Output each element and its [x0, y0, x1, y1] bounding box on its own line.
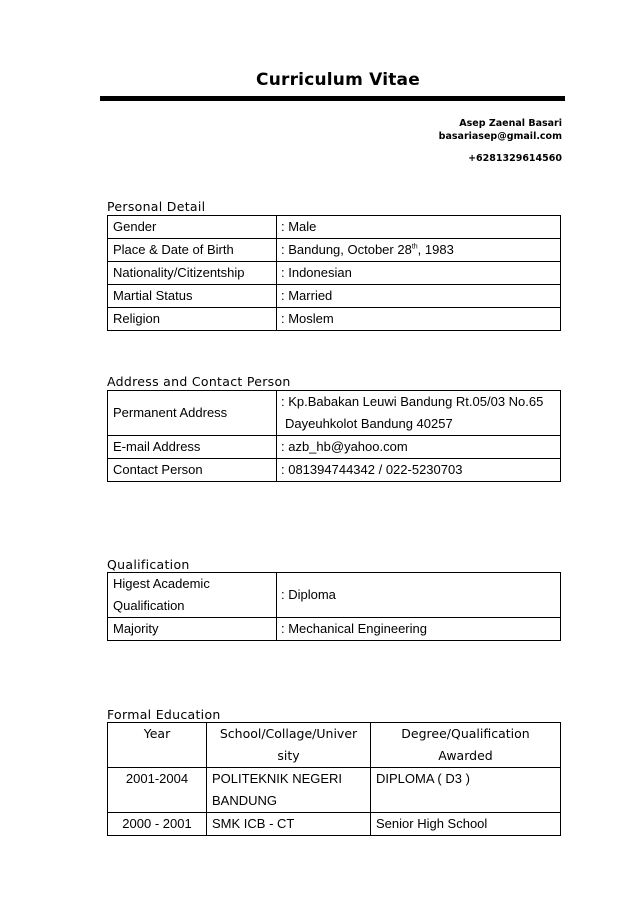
row-value: : Indonesian	[277, 262, 561, 285]
row-label: Gender	[108, 216, 277, 239]
row-label: Martial Status	[108, 285, 277, 308]
row-value	[277, 391, 561, 436]
table-row	[108, 262, 561, 285]
formal-education-table	[107, 722, 561, 836]
table-row	[108, 239, 561, 262]
cell-year: 2000 - 2001	[108, 813, 207, 836]
section-personal-detail: Personal Detail	[107, 199, 206, 214]
applicant-name: Asep Zaenal Basari	[459, 118, 562, 129]
row-label	[108, 573, 277, 618]
table-row	[108, 459, 561, 482]
table-header-row	[108, 723, 561, 768]
row-value: : azb_hb@yahoo.com	[277, 436, 561, 459]
table-row	[108, 768, 561, 813]
table-row	[108, 391, 561, 436]
row-value: : Married	[277, 285, 561, 308]
row-label: Contact Person	[108, 459, 277, 482]
cell-degree: DIPLOMA ( D3 )	[371, 768, 561, 813]
ordinal-suffix: th	[411, 243, 418, 251]
header-degree-line-1: Degree/Qualification	[401, 726, 530, 741]
table-row	[108, 573, 561, 618]
row-value: : Male	[277, 216, 561, 239]
table-row	[108, 436, 561, 459]
row-label: E-mail Address	[108, 436, 277, 459]
school-line-1: POLITEKNIK NEGERI	[212, 771, 343, 786]
school-line-2: BANDUNG	[212, 793, 278, 808]
row-label: Permanent Address	[108, 391, 277, 436]
section-qualification: Qualification	[107, 557, 190, 572]
section-address-contact: Address and Contact Person	[107, 374, 291, 389]
table-row	[108, 285, 561, 308]
title-rule	[100, 96, 565, 101]
header-degree-line-2: Awarded	[438, 748, 493, 763]
cell-year: 2001-2004	[108, 768, 207, 813]
birth-date-text: : Bandung, October 28	[281, 242, 412, 257]
document-title: Curriculum Vitae	[256, 70, 420, 90]
row-value	[277, 239, 561, 262]
header-school-line-2: sity	[277, 748, 300, 763]
row-value: : 081394744342 / 022-5230703	[277, 459, 561, 482]
header-degree	[371, 723, 561, 768]
label-line-1: Higest Academic	[113, 576, 210, 591]
address-line-1: : Kp.Babakan Leuwi Bandung Rt.05/03 No.65	[281, 394, 544, 409]
personal-detail-table	[107, 215, 561, 331]
birth-year-text: , 1983	[417, 242, 454, 257]
row-label: Majority	[108, 618, 277, 641]
cell-degree: Senior High School	[371, 813, 561, 836]
address-line-2: Dayeuhkolot Bandung 40257	[285, 416, 453, 431]
qualification-table	[107, 572, 561, 641]
header-school	[207, 723, 371, 768]
row-value: : Moslem	[277, 308, 561, 331]
table-row	[108, 813, 561, 836]
header-year: Year	[108, 723, 207, 768]
row-label: Religion	[108, 308, 277, 331]
row-value: : Diploma	[277, 573, 561, 618]
applicant-email: basariasep@gmail.com	[438, 131, 562, 142]
cell-school: SMK ICB - CT	[207, 813, 371, 836]
header-school-line-1: School/Collage/Univer	[219, 726, 358, 741]
row-label: Nationality/Citizentship	[108, 262, 277, 285]
table-row	[108, 618, 561, 641]
row-label: Place & Date of Birth	[108, 239, 277, 262]
applicant-phone: +6281329614560	[468, 153, 562, 164]
row-value: : Mechanical Engineering	[277, 618, 561, 641]
table-row	[108, 216, 561, 239]
address-contact-table	[107, 390, 561, 482]
cell-school	[207, 768, 371, 813]
label-line-2: Qualification	[113, 598, 185, 613]
table-row	[108, 308, 561, 331]
section-formal-education: Formal Education	[107, 707, 221, 722]
